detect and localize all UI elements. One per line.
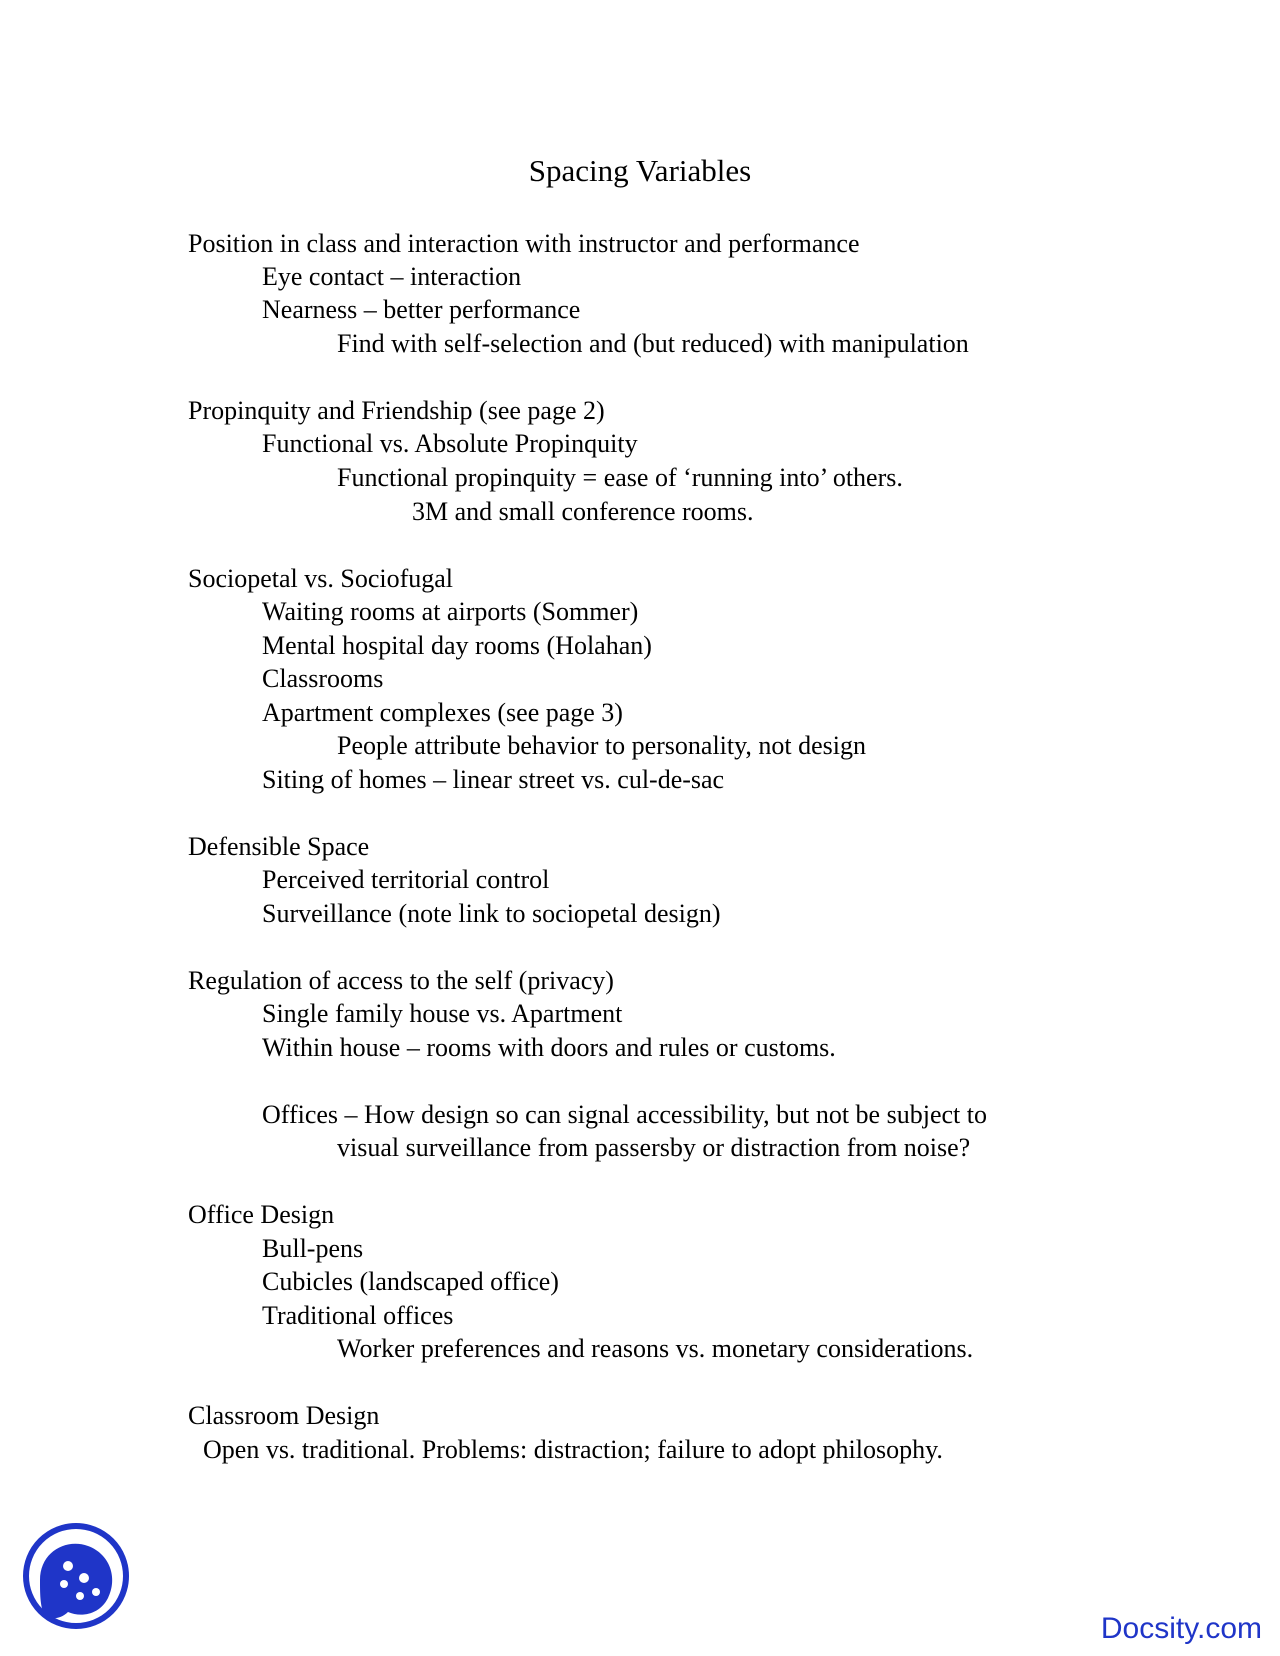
outline-item: Apartment complexes (see page 3) (262, 698, 623, 727)
section-heading: Classroom Design (188, 1401, 380, 1430)
outline-item: Perceived territorial control (262, 865, 550, 894)
outline-item: Classrooms (262, 664, 384, 693)
section-heading: Office Design (188, 1200, 335, 1229)
outline-item: Offices – How design so can signal accessibility, but not be subject to (262, 1100, 987, 1129)
section-heading: Regulation of access to the self (privacy) (188, 966, 614, 995)
outline-item: Surveillance (note link to sociopetal design) (262, 899, 721, 928)
section-heading: Propinquity and Friendship (see page 2) (188, 396, 605, 425)
outline-item: Siting of homes – linear street vs. cul-de-sac (262, 765, 725, 794)
outline-item: Single family house vs. Apartment (262, 999, 623, 1028)
outline-subitem: visual surveillance from passersby or distraction from noise? (337, 1133, 971, 1162)
outline-item: Eye contact – interaction (262, 262, 522, 291)
outline-subitem: People attribute behavior to personality, not design (337, 731, 867, 760)
section-heading: Position in class and interaction with instructor and performance (188, 229, 860, 258)
outline-subitem: Functional propinquity = ease of ‘running into’ others. (337, 463, 903, 492)
docsity-logo-icon (22, 1522, 130, 1630)
outline-item: Waiting rooms at airports (Sommer) (262, 597, 639, 626)
outline-subitem: Worker preferences and reasons vs. monetary considerations. (337, 1334, 974, 1363)
page-title: Spacing Variables (528, 153, 752, 188)
outline-item: Traditional offices (262, 1301, 454, 1330)
outline-item: Open vs. traditional. Problems: distraction; failure to adopt philosophy. (203, 1435, 943, 1464)
outline-item: Cubicles (landscaped office) (262, 1267, 559, 1296)
docsity-link[interactable]: Docsity.com (1100, 1612, 1262, 1645)
outline-item: Within house – rooms with doors and rules or customs. (262, 1033, 836, 1062)
outline-item: Functional vs. Absolute Propinquity (262, 429, 638, 458)
outline-item: Mental hospital day rooms (Holahan) (262, 631, 652, 660)
outline-subitem: Find with self-selection and (but reduced) with manipulation (337, 329, 969, 358)
outline-item: Nearness – better performance (262, 295, 581, 324)
section-heading: Defensible Space (188, 832, 370, 861)
outline-item: Bull-pens (262, 1234, 364, 1263)
outline-subsubitem: 3M and small conference rooms. (412, 497, 754, 526)
section-heading: Sociopetal vs. Sociofugal (188, 564, 454, 593)
